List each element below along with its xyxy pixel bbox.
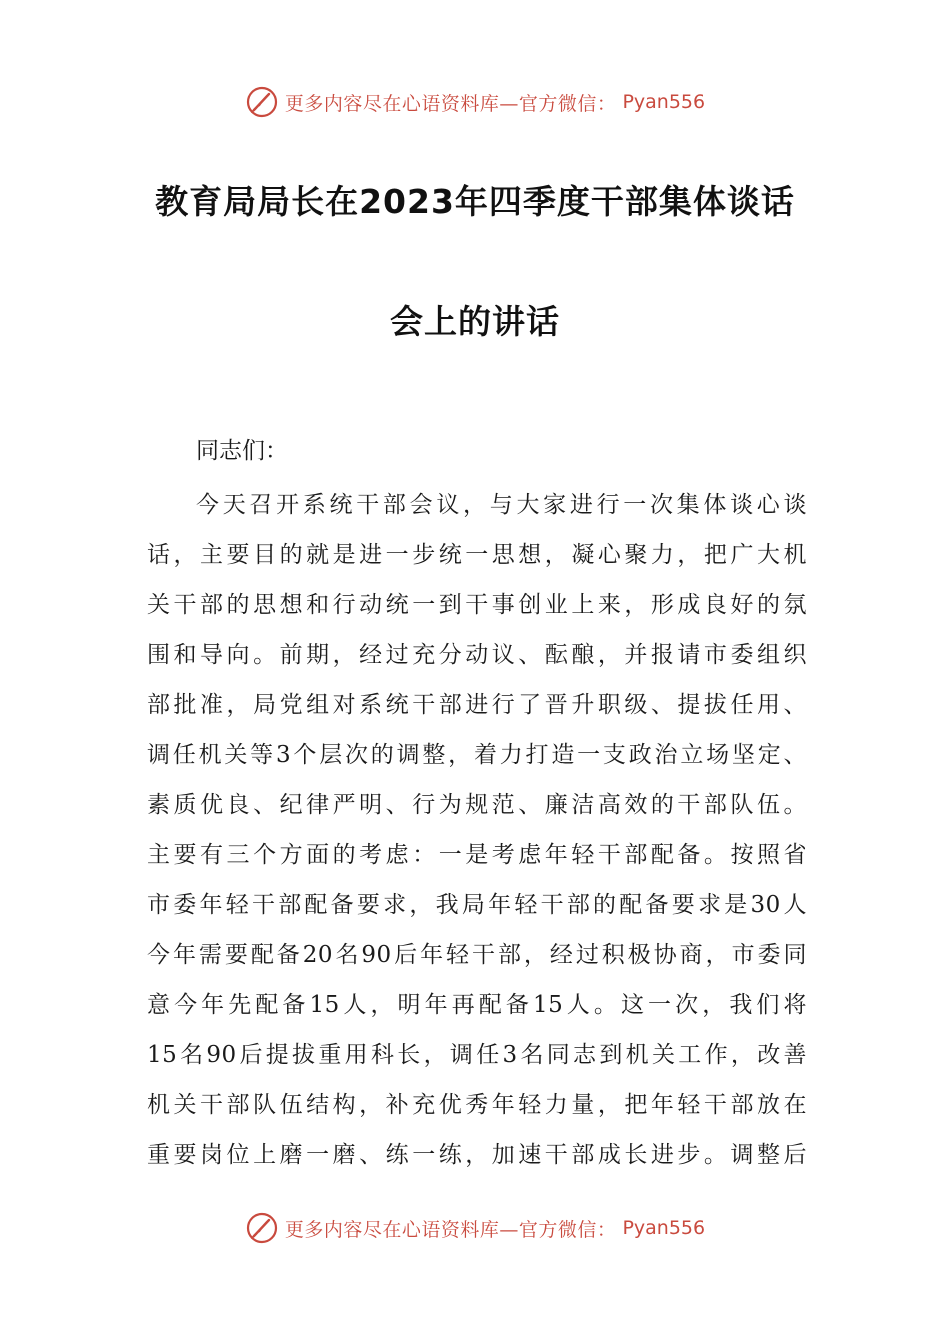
watermark-wechat-id: Pyan556 (622, 91, 706, 113)
watermark-wechat-id: Pyan556 (622, 1217, 706, 1239)
paragraph-line: 今天召开系统干部会议，与大家进行一次集体谈心谈 (196, 492, 807, 518)
salutation: 同志们： (196, 438, 288, 464)
watermark-text: 更多内容尽在心语资料库—官方微信： (284, 1218, 617, 1241)
footer-watermark-banner (0, 1208, 950, 1248)
watermark-text: 更多内容尽在心语资料库—官方微信： (284, 92, 617, 115)
document-title-line-1: 教育局局长在2023年四季度干部集体谈话 (155, 182, 795, 221)
quill-logo-icon (245, 1211, 279, 1245)
paragraph-line: 围和导向。前期，经过充分动议、酝酿，并报请市委组织 (147, 642, 807, 668)
paragraph-line: 意今年先配备15人，明年再配备15人。这一次，我们将 (147, 992, 807, 1018)
header-watermark-banner (0, 82, 950, 122)
paragraph-line: 市委年轻干部配备要求，我局年轻干部的配备要求是30人 (147, 892, 807, 918)
paragraph-line: 调任机关等3个层次的调整，着力打造一支政治立场坚定、 (147, 742, 807, 768)
quill-logo-icon (245, 85, 279, 119)
paragraph-line: 话，主要目的就是进一步统一思想，凝心聚力，把广大机 (147, 542, 807, 568)
paragraph-line: 素质优良、纪律严明、行为规范、廉洁高效的干部队伍。 (147, 792, 807, 818)
document-title-line-2: 会上的讲话 (390, 302, 560, 341)
paragraph-line: 关干部的思想和行动统一到干事创业上来，形成良好的氛 (147, 592, 807, 618)
paragraph-line: 机关干部队伍结构，补充优秀年轻力量，把年轻干部放在 (147, 1092, 807, 1118)
paragraph-line: 今年需要配备20名90后年轻干部，经过积极协商，市委同 (147, 942, 807, 968)
paragraph-line: 重要岗位上磨一磨、练一练，加速干部成长进步。调整后 (147, 1142, 807, 1168)
body-paragraph (147, 480, 807, 1180)
paragraph-line: 15名90后提拔重用科长，调任3名同志到机关工作，改善 (147, 1042, 807, 1068)
paragraph-line: 部批准，局党组对系统干部进行了晋升职级、提拔任用、 (147, 692, 807, 718)
paragraph-line: 主要有三个方面的考虑：一是考虑年轻干部配备。按照省 (147, 842, 807, 868)
